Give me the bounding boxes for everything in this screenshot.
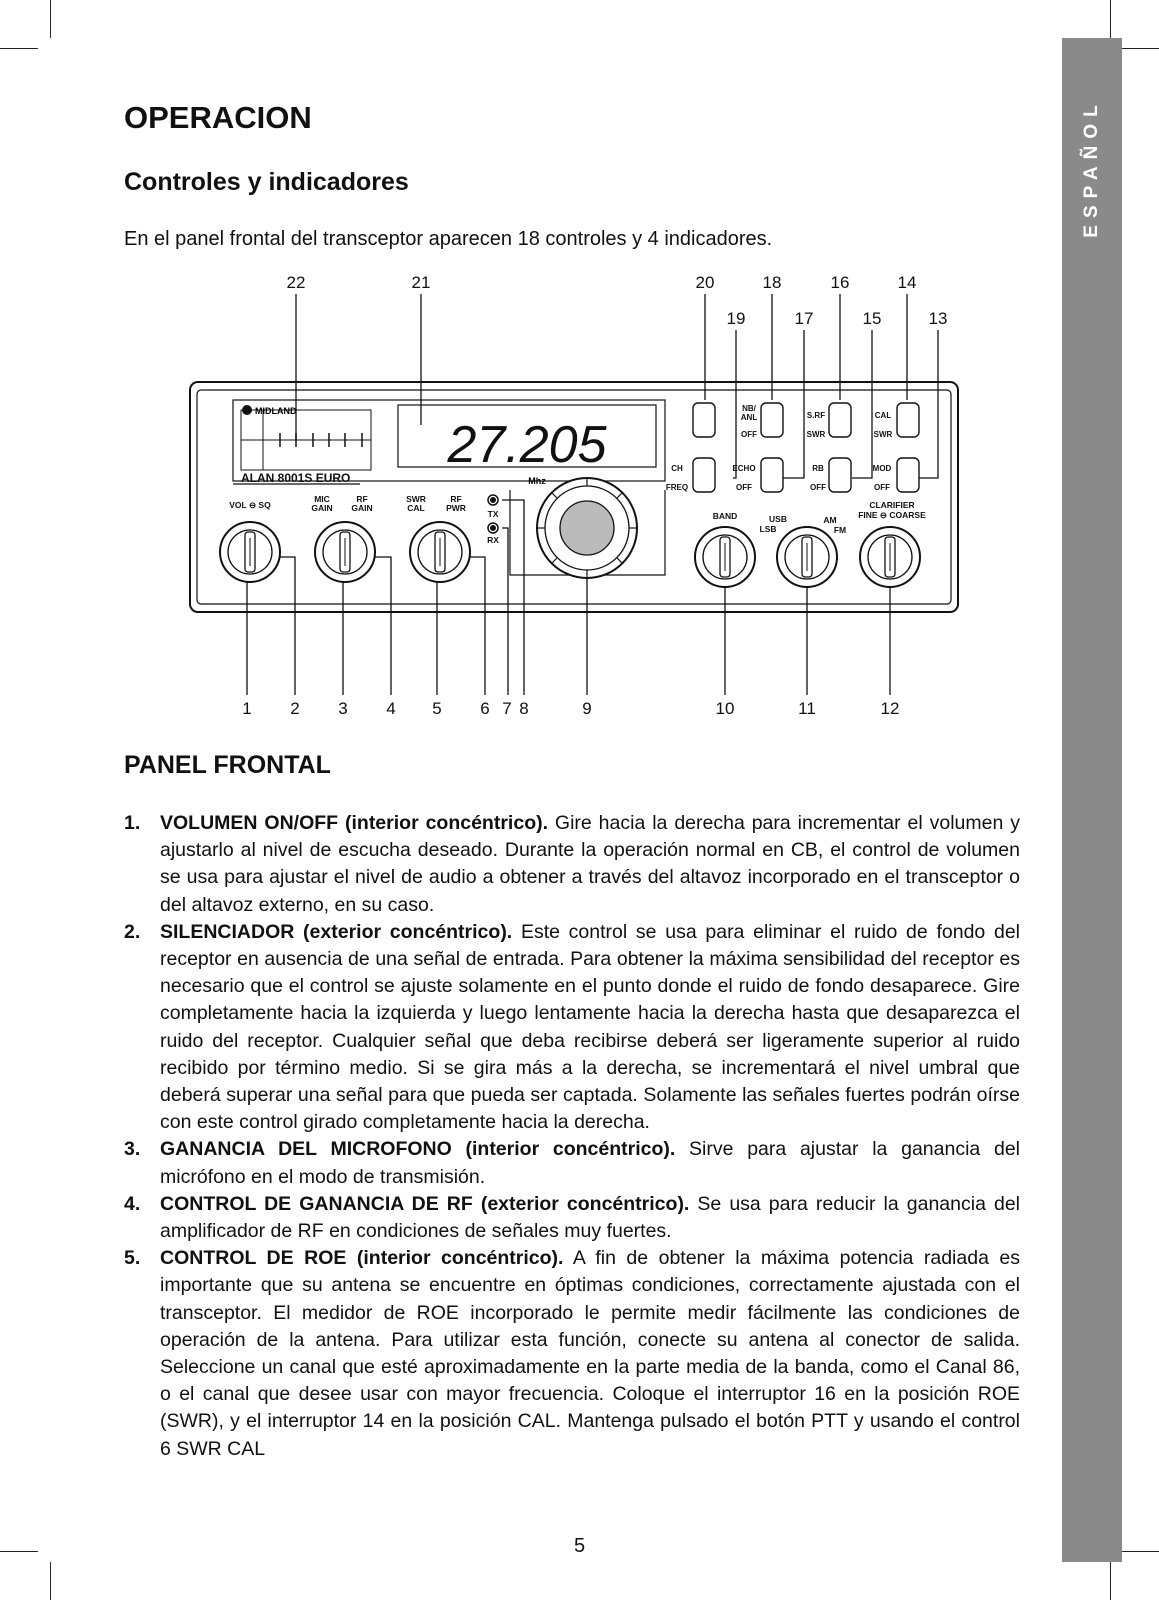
switch-20 (693, 403, 715, 437)
srf-label: S.RF (806, 411, 826, 420)
swr-label-1: SWR (806, 430, 826, 439)
rb-label: RB (812, 464, 824, 473)
mod-label: MOD (872, 464, 892, 473)
frequency-unit: Mhz (528, 476, 546, 486)
brand-label: MIDLAND (255, 406, 297, 416)
callout-7: 7 (502, 699, 512, 718)
switch-15 (829, 458, 851, 492)
midland-logo-icon (242, 405, 252, 415)
callout-21: 21 (411, 273, 431, 292)
fine-coarse-label: FINE ⊖ COARSE (858, 510, 926, 520)
callout-22: 22 (286, 273, 306, 292)
callout-16: 16 (830, 273, 850, 292)
swr-rf-pwr-knob (410, 522, 470, 582)
switch-16 (829, 403, 851, 437)
model-label: ALAN 8001S EURO (241, 471, 351, 485)
callout-4: 4 (386, 699, 396, 718)
am-fm-label: AM FM (823, 515, 847, 535)
ch-label: CH (671, 464, 683, 473)
cal-label: CAL (874, 411, 892, 420)
switch-18 (761, 403, 783, 437)
swr-label-2: SWR (873, 430, 893, 439)
frequency-readout: 27.205 (447, 416, 607, 474)
vol-sq-knob (220, 522, 280, 582)
callout-1: 1 (242, 699, 252, 718)
callout-13: 13 (928, 309, 948, 328)
controls-list (124, 810, 1020, 1463)
front-panel-diagram (0, 0, 1159, 730)
freq-label: FREQ (665, 483, 689, 492)
switch-17 (761, 458, 783, 492)
usb-lsb-label: USB LSB (759, 514, 787, 534)
clarifier-label: CLARIFIER (869, 500, 915, 510)
callout-6: 6 (480, 699, 490, 718)
mic-gain-label: MIC GAIN (311, 494, 333, 513)
echo-label: ECHO (732, 464, 756, 473)
callout-8: 8 (519, 699, 529, 718)
crop-mark (50, 1562, 51, 1600)
page-number: 5 (573, 1535, 586, 1557)
callout-11: 11 (798, 699, 816, 718)
callout-17: 17 (794, 309, 814, 328)
band-knob (695, 527, 755, 587)
list-item: 3. GANANCIA DEL MICROFONO (interior concéntrico). Sirve para ajustar la ganancia del micrófono en el modo de transmisión. (124, 1138, 1020, 1188)
list-item: 1. VOLUMEN ON/OFF (interior concéntrico). Gire hacia la derecha para incrementar el volumen y ajustarlo al nivel de escucha deseado. Durante la operación normal en CB, el control de volumen se usa para ajustar el nivel de audio a obtener a través del altavoz incorporado en el transceptor o del altavoz externo, en su caso. (124, 812, 1020, 916)
band-label: BAND (712, 511, 738, 521)
list-item: 4. CONTROL DE GANANCIA DE RF (exterior concéntrico). Se usa para reducir la ganancia del amplificador de RF en condiciones de señales muy fuertes. (124, 1192, 1020, 1243)
switch-14 (897, 403, 919, 437)
mic-rf-gain-knob (315, 522, 375, 582)
tx-label: TX (487, 509, 499, 519)
callout-2: 2 (290, 699, 300, 718)
mode-knob (777, 527, 837, 587)
off-label-1: OFF (741, 430, 757, 439)
callout-10: 10 (715, 699, 735, 718)
crop-mark (1110, 1562, 1111, 1600)
callout-12: 12 (880, 699, 900, 718)
swr-cal-label: SWR CAL (406, 494, 426, 513)
language-label: ESPAÑOL (1081, 98, 1102, 238)
switch-13 (897, 458, 919, 492)
callout-3: 3 (338, 699, 348, 718)
channel-selector-knob (537, 478, 637, 578)
rf-pwr-label: RF PWR (446, 494, 466, 513)
callout-18: 18 (762, 273, 782, 292)
callout-9: 9 (582, 699, 592, 718)
vol-sq-label: VOL ⊖ SQ (229, 500, 271, 510)
list-item: 5. CONTROL DE ROE (interior concéntrico). A fin de obtener la máxima potencia radiada es importante que su antena se encuentre en óptimas condiciones, correctamente ajustada con el transceptor. El medidor de ROE incorporado le permite medir fácilmente las condiciones de operación de la antena. Para utilizar esta función, conecte su antena al conector de salida. Seleccione un canal que esté aproximadamente en la parte media de la banda, como el Canal 86, o el canal que desee usar con mayor frecuencia. Coloque el interruptor 16 en la posición ROE (SWR), y el interruptor 14 en la posición CAL. Mantenga pulsado el botón PTT y usando el control 6 SWR CAL (124, 1247, 1020, 1460)
clarifier-knob (860, 527, 920, 587)
intro-text: En el panel frontal del transceptor aparecen 18 controles y 4 indicadores. (124, 228, 773, 250)
rf-gain-label: RF GAIN (351, 494, 373, 513)
callout-15: 15 (862, 309, 882, 328)
list-item: 2. SILENCIADOR (exterior concéntrico). Este control se usa para eliminar el ruido de fondo del receptor en ausencia de una señal de entrada. Para obtener la máxima sensibilidad del receptor es necesario que el control se ajuste solamente en el punto donde el ruido de fondo desaparece. Gire completamente hacia la izquierda y luego lentamente hacia la derecha hasta que desaparezca el ruido del receptor. Cualquier señal que deba recibirse deberá ser ligeramente superior al ruido recibido por término medio. Si se gira más a la derecha, se incrementará el nivel umbral que deberá superar una señal para que pueda ser captada. Solamente las señales fuertes podrán oírse con este control girado completamente hacia la derecha. (124, 920, 1020, 1134)
page-title: OPERACION (124, 100, 312, 135)
section-title: PANEL FRONTAL (124, 751, 331, 779)
callout-20: 20 (695, 273, 715, 292)
callout-5: 5 (432, 699, 442, 718)
callout-14: 14 (897, 273, 917, 292)
off-label-3: OFF (810, 483, 826, 492)
callout-19: 19 (726, 309, 746, 328)
off-label-4: OFF (874, 483, 890, 492)
nb-anl-label: NB/ ANL (740, 404, 758, 422)
off-label-2: OFF (736, 483, 752, 492)
rx-label: RX (487, 535, 499, 545)
page-subtitle: Controles y indicadores (124, 168, 409, 196)
switch-19 (693, 458, 715, 492)
